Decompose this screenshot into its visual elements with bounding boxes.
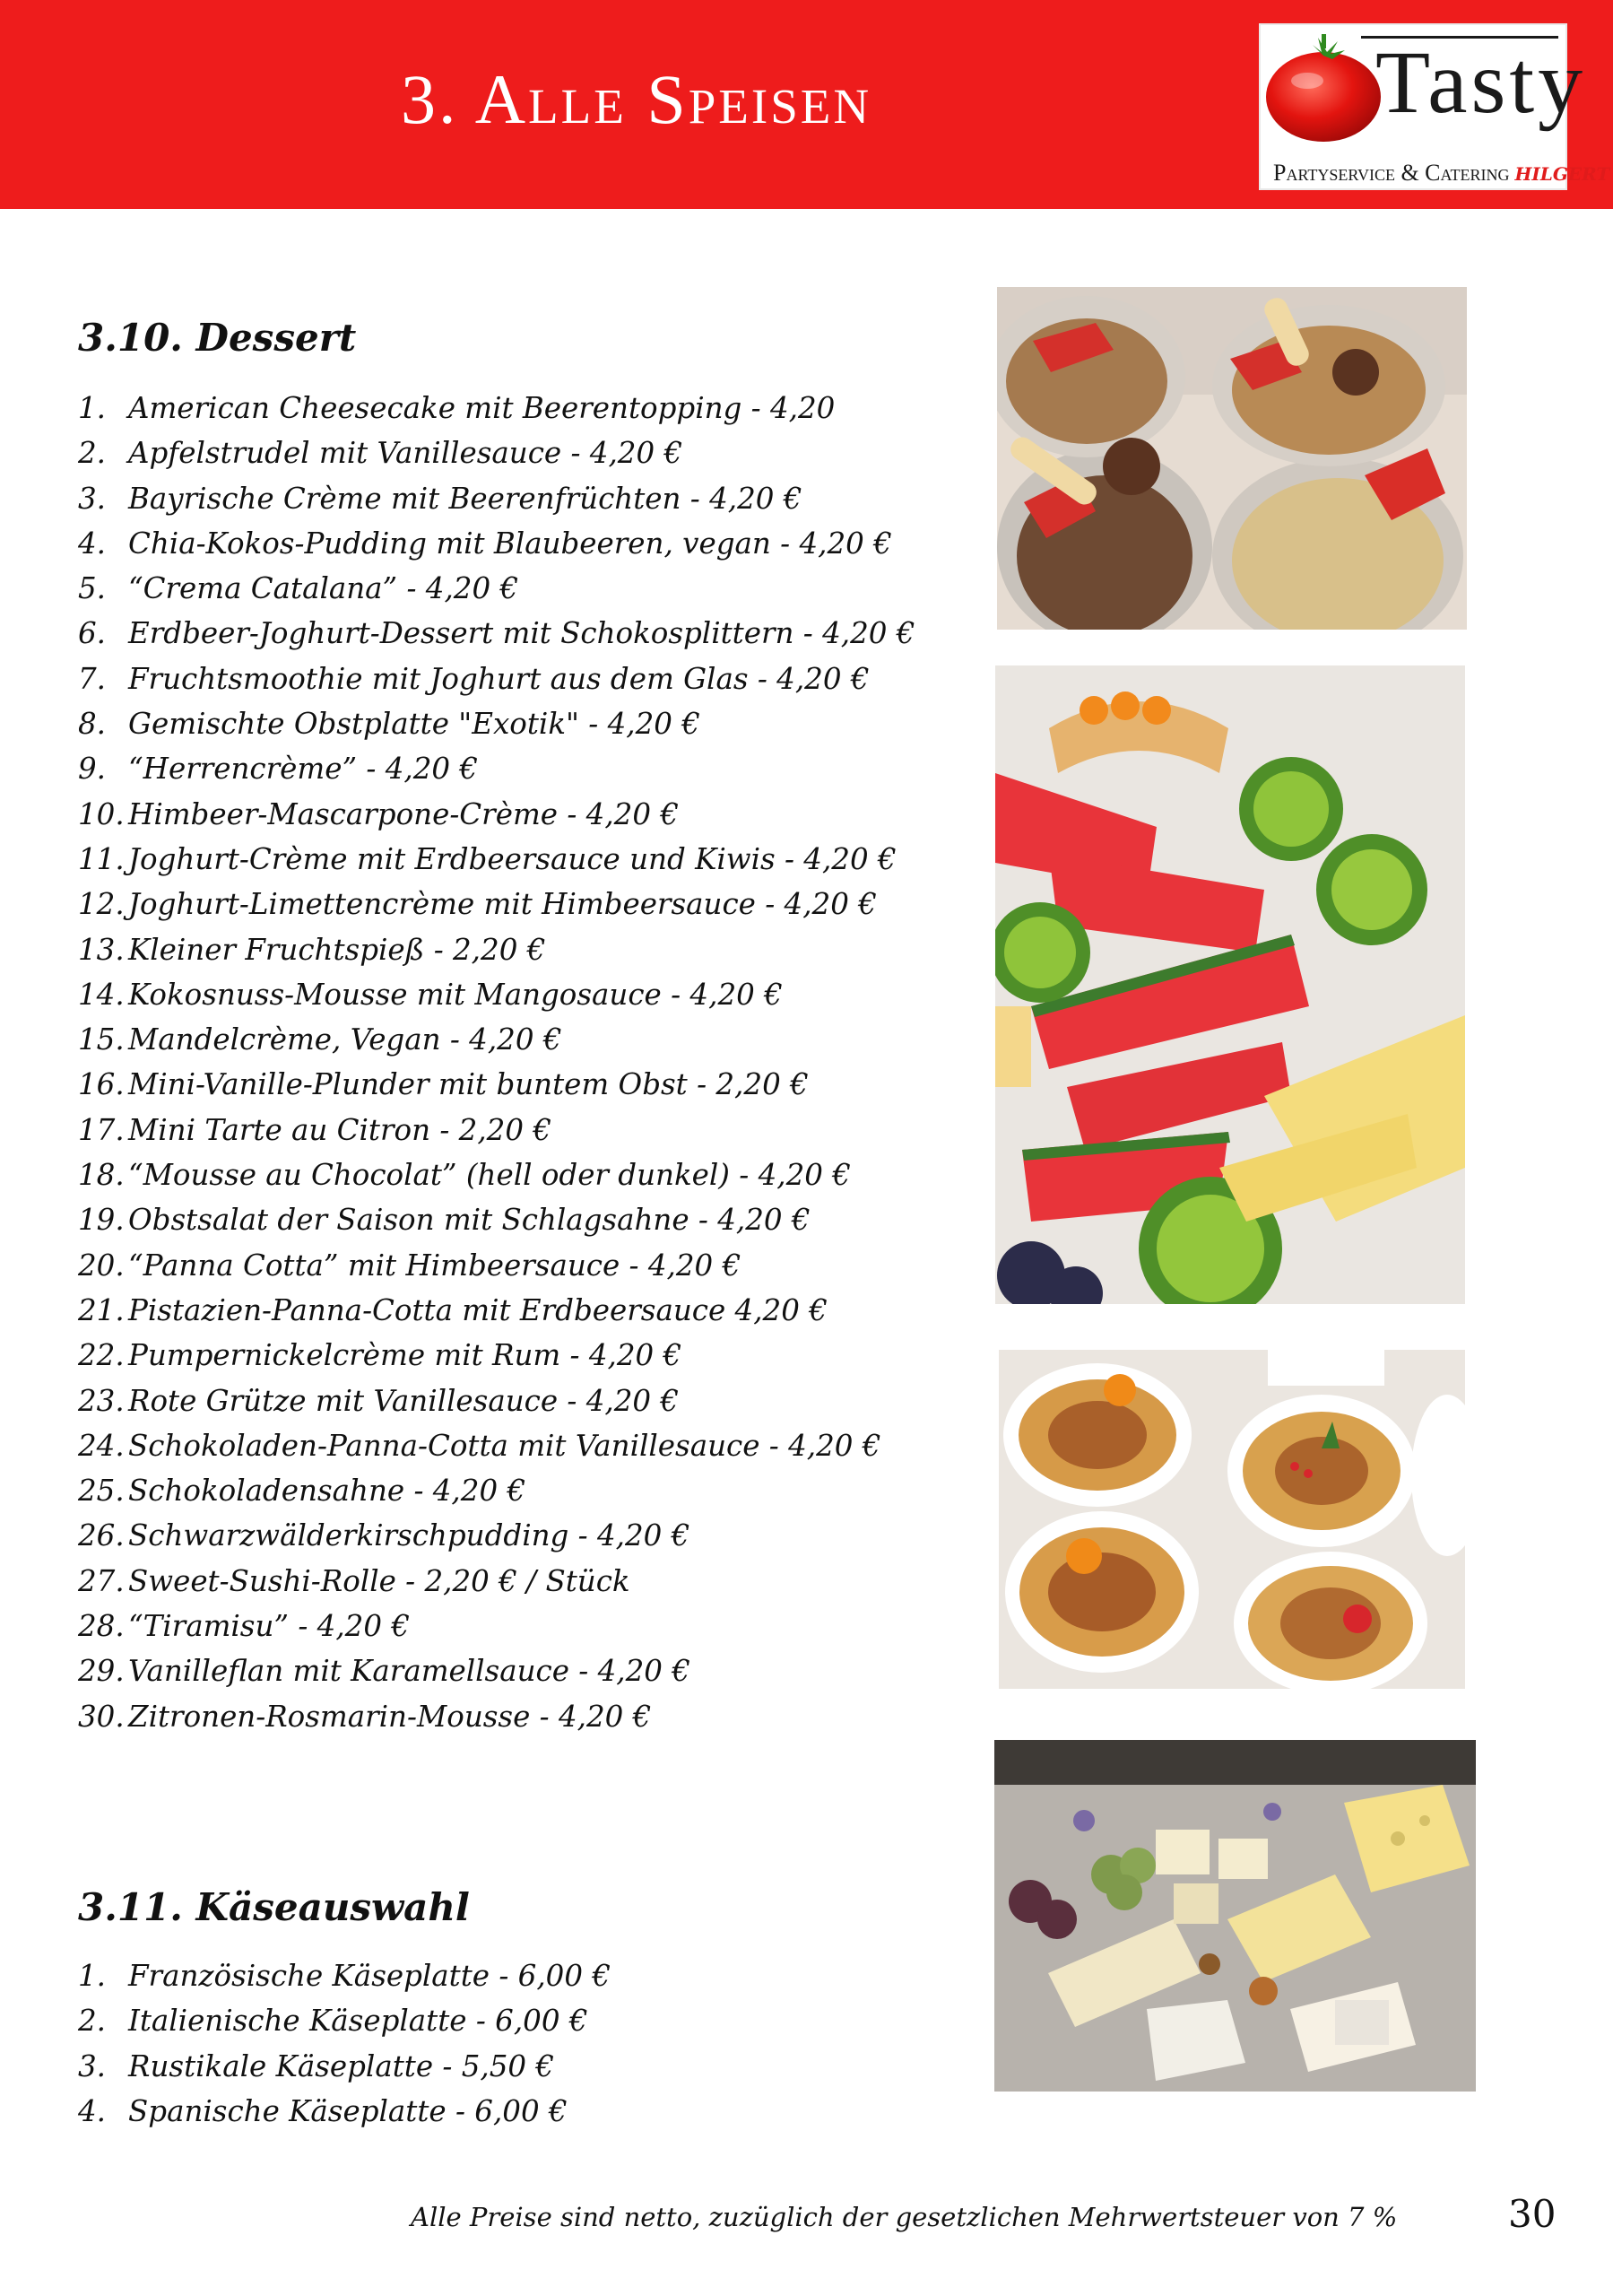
menu-item	[78, 2044, 611, 2089]
menu-item	[78, 972, 915, 1017]
menu-item-text: Italienische Käseplatte - 6,00 €	[128, 2004, 588, 2039]
menu-item	[78, 746, 915, 791]
menu-item	[78, 1243, 915, 1288]
creme-brulee-photo	[999, 1350, 1465, 1689]
menu-item-number: 19.	[78, 1203, 125, 1238]
menu-item	[78, 430, 915, 475]
menu-item-text: Erdbeer-Joghurt-Dessert mit Schokosplittern - 4,20 €	[128, 616, 915, 651]
menu-item-number: 12.	[78, 887, 125, 922]
logo-subtitle-text: Partyservice & Catering	[1273, 160, 1510, 186]
menu-item-number: 29.	[78, 1654, 125, 1689]
menu-item	[78, 1197, 915, 1242]
menu-item	[78, 1152, 915, 1197]
menu-item-number: 23.	[78, 1383, 125, 1418]
menu-item-text: Mandelcrème, Vegan - 4,20 €	[128, 1022, 562, 1057]
menu-item-text: Himbeer-Mascarpone-Crème - 4,20 €	[128, 796, 680, 831]
menu-item	[78, 1378, 915, 1423]
menu-item-text: Fruchtsmoothie mit Joghurt aus dem Glas - 4,20 €	[128, 661, 870, 696]
logo-wordmark: Tasty	[1375, 32, 1587, 132]
menu-item	[78, 701, 915, 746]
menu-item	[78, 386, 915, 430]
menu-item-text: “Herrencrème” - 4,20 €	[128, 752, 479, 787]
menu-item-number: 27.	[78, 1563, 125, 1598]
menu-item-number: 3.	[78, 481, 107, 516]
menu-item	[78, 1998, 611, 2043]
menu-item	[78, 1017, 915, 1062]
menu-item-number: 6.	[78, 616, 107, 651]
menu-item-number: 26.	[78, 1518, 125, 1553]
menu-item-text: Rote Grütze mit Vanillesauce - 4,20 €	[128, 1383, 680, 1418]
menu-item	[78, 521, 915, 566]
menu-item-text: Mini Tarte au Citron - 2,20 €	[128, 1112, 552, 1147]
menu-item-text: Joghurt-Limettencrème mit Himbeersauce - 4,20 €	[128, 887, 877, 922]
menu-item	[78, 1559, 915, 1604]
menu-item-text: “Mousse au Chocolat” (hell oder dunkel) - 4,20 €	[128, 1158, 851, 1193]
menu-item-number: 17.	[78, 1112, 125, 1147]
section-title-cheese: 3.11. Käseauswahl	[78, 1885, 470, 1929]
menu-item	[78, 611, 915, 656]
menu-item-text: Französische Käseplatte - 6,00 €	[128, 1959, 611, 1993]
menu-item-number: 1.	[78, 1959, 107, 1993]
menu-item-number: 16.	[78, 1067, 125, 1102]
fruit-platter-photo	[995, 665, 1465, 1304]
menu-item-number: 9.	[78, 752, 107, 787]
menu-item	[78, 1468, 915, 1513]
menu-item-text: Sweet-Sushi-Rolle - 2,20 € / Stück	[128, 1563, 630, 1598]
menu-item-number: 30.	[78, 1699, 125, 1734]
menu-item-number: 4.	[78, 526, 107, 561]
menu-item-text: Schwarzwälderkirschpudding - 4,20 €	[128, 1518, 690, 1553]
menu-item-text: Mini-Vanille-Plunder mit buntem Obst - 2,20 €	[128, 1067, 809, 1102]
menu-item-number: 10.	[78, 796, 125, 831]
menu-item	[78, 1062, 915, 1107]
page-number: 30	[1508, 2192, 1557, 2236]
page-title: 3. Alle Speisen	[401, 60, 872, 138]
brand-logo	[1259, 23, 1610, 190]
menu-item	[78, 1423, 915, 1468]
menu-item-text: Zitronen-Rosmarin-Mousse - 4,20 €	[128, 1699, 652, 1734]
menu-item-number: 13.	[78, 932, 125, 967]
header-band	[0, 0, 1613, 209]
menu-item-number: 28.	[78, 1609, 125, 1644]
menu-item-number: 4.	[78, 2093, 107, 2128]
price-footnote: Alle Preise sind netto, zuzüglich der gesetzlichen Mehrwertsteuer von 7 %	[411, 2202, 1398, 2232]
logo-subtitle	[1273, 157, 1610, 187]
menu-item-text: Kokosnuss-Mousse mit Mangosauce - 4,20 €	[128, 977, 783, 1012]
dessert-cups-photo	[997, 287, 1467, 630]
menu-item	[78, 837, 915, 882]
menu-item	[78, 657, 915, 701]
menu-item	[78, 1333, 915, 1378]
menu-item-number: 8.	[78, 707, 107, 742]
menu-item-text: Pumpernickelcrème mit Rum - 4,20 €	[128, 1338, 682, 1373]
menu-item-text: Schokoladensahne - 4,20 €	[128, 1474, 526, 1509]
dessert-list	[78, 386, 915, 1739]
menu-item-number: 22.	[78, 1338, 125, 1373]
menu-item	[78, 1513, 915, 1558]
menu-item-text: Obstsalat der Saison mit Schlagsahne - 4,20 €	[128, 1203, 811, 1238]
menu-item-number: 3.	[78, 2048, 107, 2083]
menu-item-number: 18.	[78, 1158, 125, 1193]
menu-item-number: 11.	[78, 841, 125, 876]
cheese-list	[78, 1953, 611, 2134]
menu-item	[78, 1648, 915, 1693]
menu-item-text: Schokoladen-Panna-Cotta mit Vanillesauce - 4,20 €	[128, 1428, 881, 1463]
menu-item-text: Kleiner Fruchtspieß - 2,20 €	[128, 932, 546, 967]
menu-item-text: “Panna Cotta” mit Himbeersauce - 4,20 €	[128, 1248, 741, 1283]
menu-item-number: 24.	[78, 1428, 125, 1463]
menu-item	[78, 1694, 915, 1739]
menu-item-text: Pistazien-Panna-Cotta mit Erdbeersauce 4,20 €	[128, 1292, 828, 1327]
menu-item-number: 7.	[78, 661, 107, 696]
logo-signature: hilgert	[1514, 157, 1610, 187]
menu-item-number: 21.	[78, 1292, 125, 1327]
section-title-dessert: 3.10. Dessert	[78, 316, 357, 360]
menu-item-number: 1.	[78, 391, 107, 425]
menu-item-text: “Crema Catalana” - 4,20 €	[128, 571, 519, 606]
menu-item-text: Vanilleflan mit Karamellsauce - 4,20 €	[128, 1654, 690, 1689]
cheese-platter-photo	[994, 1740, 1476, 2092]
menu-item-text: “Tiramisu” - 4,20 €	[128, 1609, 411, 1644]
menu-item	[78, 1604, 915, 1648]
menu-item	[78, 927, 915, 972]
menu-item-text: Spanische Käseplatte - 6,00 €	[128, 2093, 568, 2128]
menu-item	[78, 1953, 611, 1998]
menu-item-text: Bayrische Crème mit Beerenfrüchten - 4,20 €	[128, 481, 802, 516]
menu-item-text: Chia-Kokos-Pudding mit Blaubeeren, vegan - 4,20 €	[128, 526, 892, 561]
menu-item	[78, 1108, 915, 1152]
menu-item-number: 14.	[78, 977, 125, 1012]
menu-item-number: 15.	[78, 1022, 125, 1057]
menu-item-number: 2.	[78, 436, 107, 471]
menu-item-number: 20.	[78, 1248, 125, 1283]
menu-item	[78, 476, 915, 521]
menu-item	[78, 566, 915, 611]
menu-item-text: American Cheesecake mit Beerentopping - 4,20	[128, 391, 836, 425]
menu-item-number: 5.	[78, 571, 107, 606]
menu-item-number: 25.	[78, 1474, 125, 1509]
menu-item-text: Gemischte Obstplatte "Exotik" - 4,20 €	[128, 707, 700, 742]
menu-item-text: Joghurt-Crème mit Erdbeersauce und Kiwis - 4,20 €	[128, 841, 897, 876]
menu-item-text: Rustikale Käseplatte - 5,50 €	[128, 2048, 555, 2083]
menu-item	[78, 792, 915, 837]
menu-item	[78, 1288, 915, 1333]
menu-item	[78, 882, 915, 926]
menu-item-number: 2.	[78, 2004, 107, 2039]
menu-item-text: Apfelstrudel mit Vanillesauce - 4,20 €	[128, 436, 683, 471]
menu-item	[78, 2089, 611, 2134]
